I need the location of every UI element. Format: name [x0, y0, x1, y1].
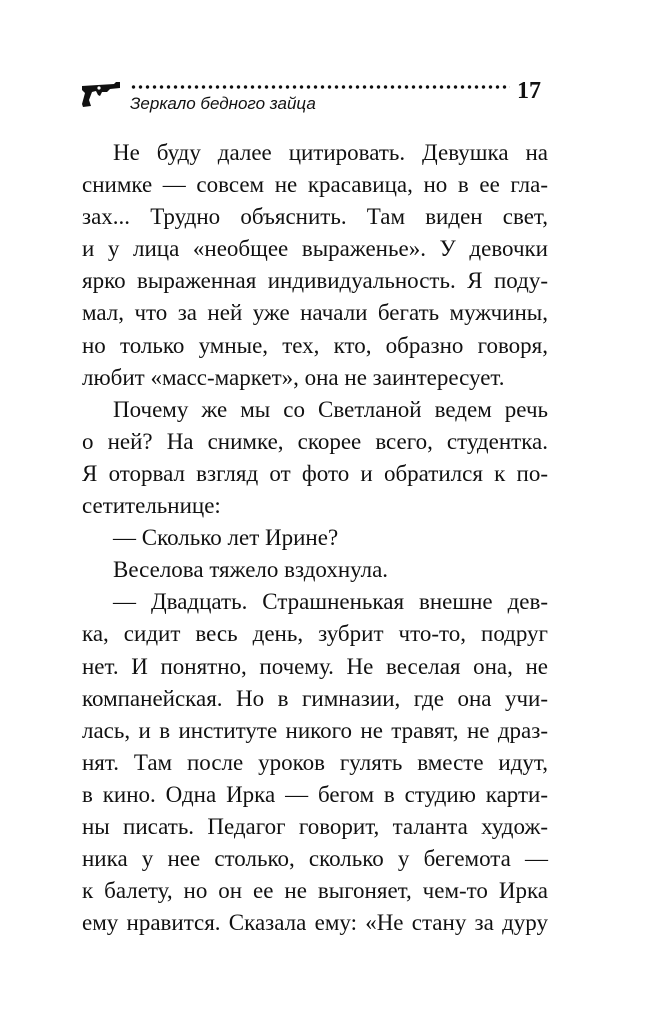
- text-line: ему нравится. Сказала ему: «Не стану за дуру: [82, 910, 548, 936]
- text-line: в кино. Одна Ирка — бегом в студию карти-: [82, 781, 548, 807]
- text-line: но только умные, тех, кто, образно говоря,: [82, 332, 548, 358]
- text-line: и у лица «необщее выраженье». У девочки: [82, 236, 548, 262]
- dotted-rule: [130, 84, 510, 90]
- text-line: к балету, но он ее не выгоняет, чем-то Ирка: [82, 878, 548, 904]
- running-title: Зеркало бедного зайца: [130, 94, 316, 113]
- text-line: ярко выраженная индивидуальность. Я поду-: [82, 268, 548, 294]
- text-line: нят. Там после уроков гулять вместе идут,: [82, 749, 548, 775]
- text-line: зах... Трудно объяснить. Там виден свет,: [82, 204, 548, 230]
- text-line: сетительнице:: [82, 493, 221, 519]
- text-line: мал, что за ней уже начали бегать мужчины,: [82, 300, 548, 326]
- text-line: — Сколько лет Ирине?: [113, 525, 339, 551]
- text-line: — Двадцать. Страшненькая внешне дев-: [113, 589, 548, 615]
- text-line: ны писать. Педагог говорит, таланта худож-: [82, 813, 548, 839]
- text-line: снимке — совсем не красавица, но в ее гла-: [82, 172, 548, 198]
- text-line: лась, и в институте никого не травят, не драз-: [82, 717, 548, 743]
- body-text: [82, 137, 548, 939]
- revolver-icon: [80, 80, 122, 108]
- text-line: Веселова тяжело вздохнула.: [113, 557, 389, 583]
- text-line: компанейская. Но в гимназии, где она учи-: [82, 685, 548, 711]
- text-line: любит «масс-маркет», она не заинтересует.: [82, 364, 505, 390]
- text-line: нет. И понятно, почему. Не веселая она, не: [82, 653, 548, 679]
- text-line: Я оторвал взгляд от фото и обратился к по-: [82, 460, 548, 486]
- text-line: Почему же мы со Светланой ведем речь: [113, 396, 548, 422]
- text-line: Не буду далее цитировать. Девушка на: [113, 140, 548, 165]
- page-header: [80, 70, 560, 120]
- page-number: 17: [517, 78, 541, 104]
- text-line: ка, сидит весь день, зубрит что-то, подруг: [82, 621, 548, 647]
- text-line: о ней? На снимке, скорее всего, студентка.: [82, 428, 548, 454]
- text-line: ника у нее столько, сколько у бегемота —: [82, 846, 548, 872]
